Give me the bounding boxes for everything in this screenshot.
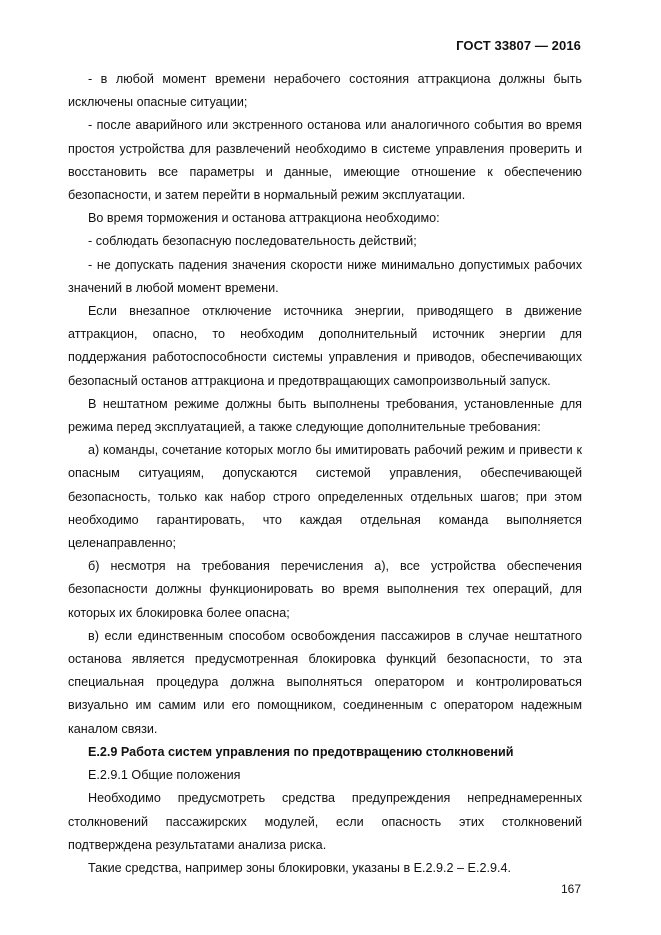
page-body — [68, 68, 582, 880]
document-header: ГОСТ 33807 — 2016 — [456, 38, 581, 53]
list-item: а) команды, сочетание которых могло бы имитировать рабочий режим и привести к опасным ситуациям, допускаются системой управления, обеспечивающей безопасность, только как набор строго определенных отдельных шагов; при этом необходимо гарантировать, что каждая отдельная команда выполняется целенаправленно; — [68, 443, 582, 551]
list-item: в) если единственным способом освобождения пассажиров в случае нештатного останова является предусмотренная блокировка функций безопасности, то эта специальная процедура должна выполняться оператором и контролироваться визуально им самим или его помощником, соединенным с оператором надежным каналом связи. — [68, 628, 582, 736]
section-heading: Е.2.9 Работа систем управления по предотвращению столкновений — [88, 744, 514, 759]
paragraph: - соблюдать безопасную последовательность действий; — [88, 234, 417, 249]
paragraph: В нештатном режиме должны быть выполнены требования, установленные для режима перед эксплуатацией, а также следующие дополнительные требования: — [68, 396, 582, 435]
paragraph: - не допускать падения значения скорости ниже минимально допустимых рабочих значений в любой момент времени. — [68, 257, 582, 295]
paragraph: - после аварийного или экстренного останова или аналогичного события во время простоя устройства для развлечений необходимо в системе управления проверить и восстановить все параметры и данные, имеющие отношение к обеспечению безопасности, и затем перейти в нормальный режим эксплуатации. — [68, 118, 582, 203]
paragraph: Необходимо предусмотреть средства предупреждения непреднамеренных столкновений пассажирских модулей, если опасность этих столкновений подтверждена результатами анализа риска. — [68, 791, 582, 852]
paragraph: - в любой момент времени нерабочего состояния аттракциона должны быть исключены опасные ситуации; — [68, 72, 582, 110]
paragraph: Во время торможения и останова аттракциона необходимо: — [88, 211, 440, 226]
paragraph: Если внезапное отключение источника энергии, приводящего в движение аттракцион, опасно, то необходим дополнительный источник энергии для поддержания работоспособности системы управления и приводов, обеспечивающих безопасный останов аттракциона и предотвращающих самопроизвольный запуск. — [68, 304, 582, 388]
list-item: б) несмотря на требования перечисления а), все устройства обеспечения безопасности должны функционировать во время выполнения тех операций, для которых их блокировка более опасна; — [68, 559, 582, 620]
paragraph: Такие средства, например зоны блокировки, указаны в Е.2.9.2 – Е.2.9.4. — [88, 860, 511, 875]
subsection-heading: Е.2.9.1 Общие положения — [88, 768, 241, 783]
page-number: 167 — [560, 882, 581, 896]
